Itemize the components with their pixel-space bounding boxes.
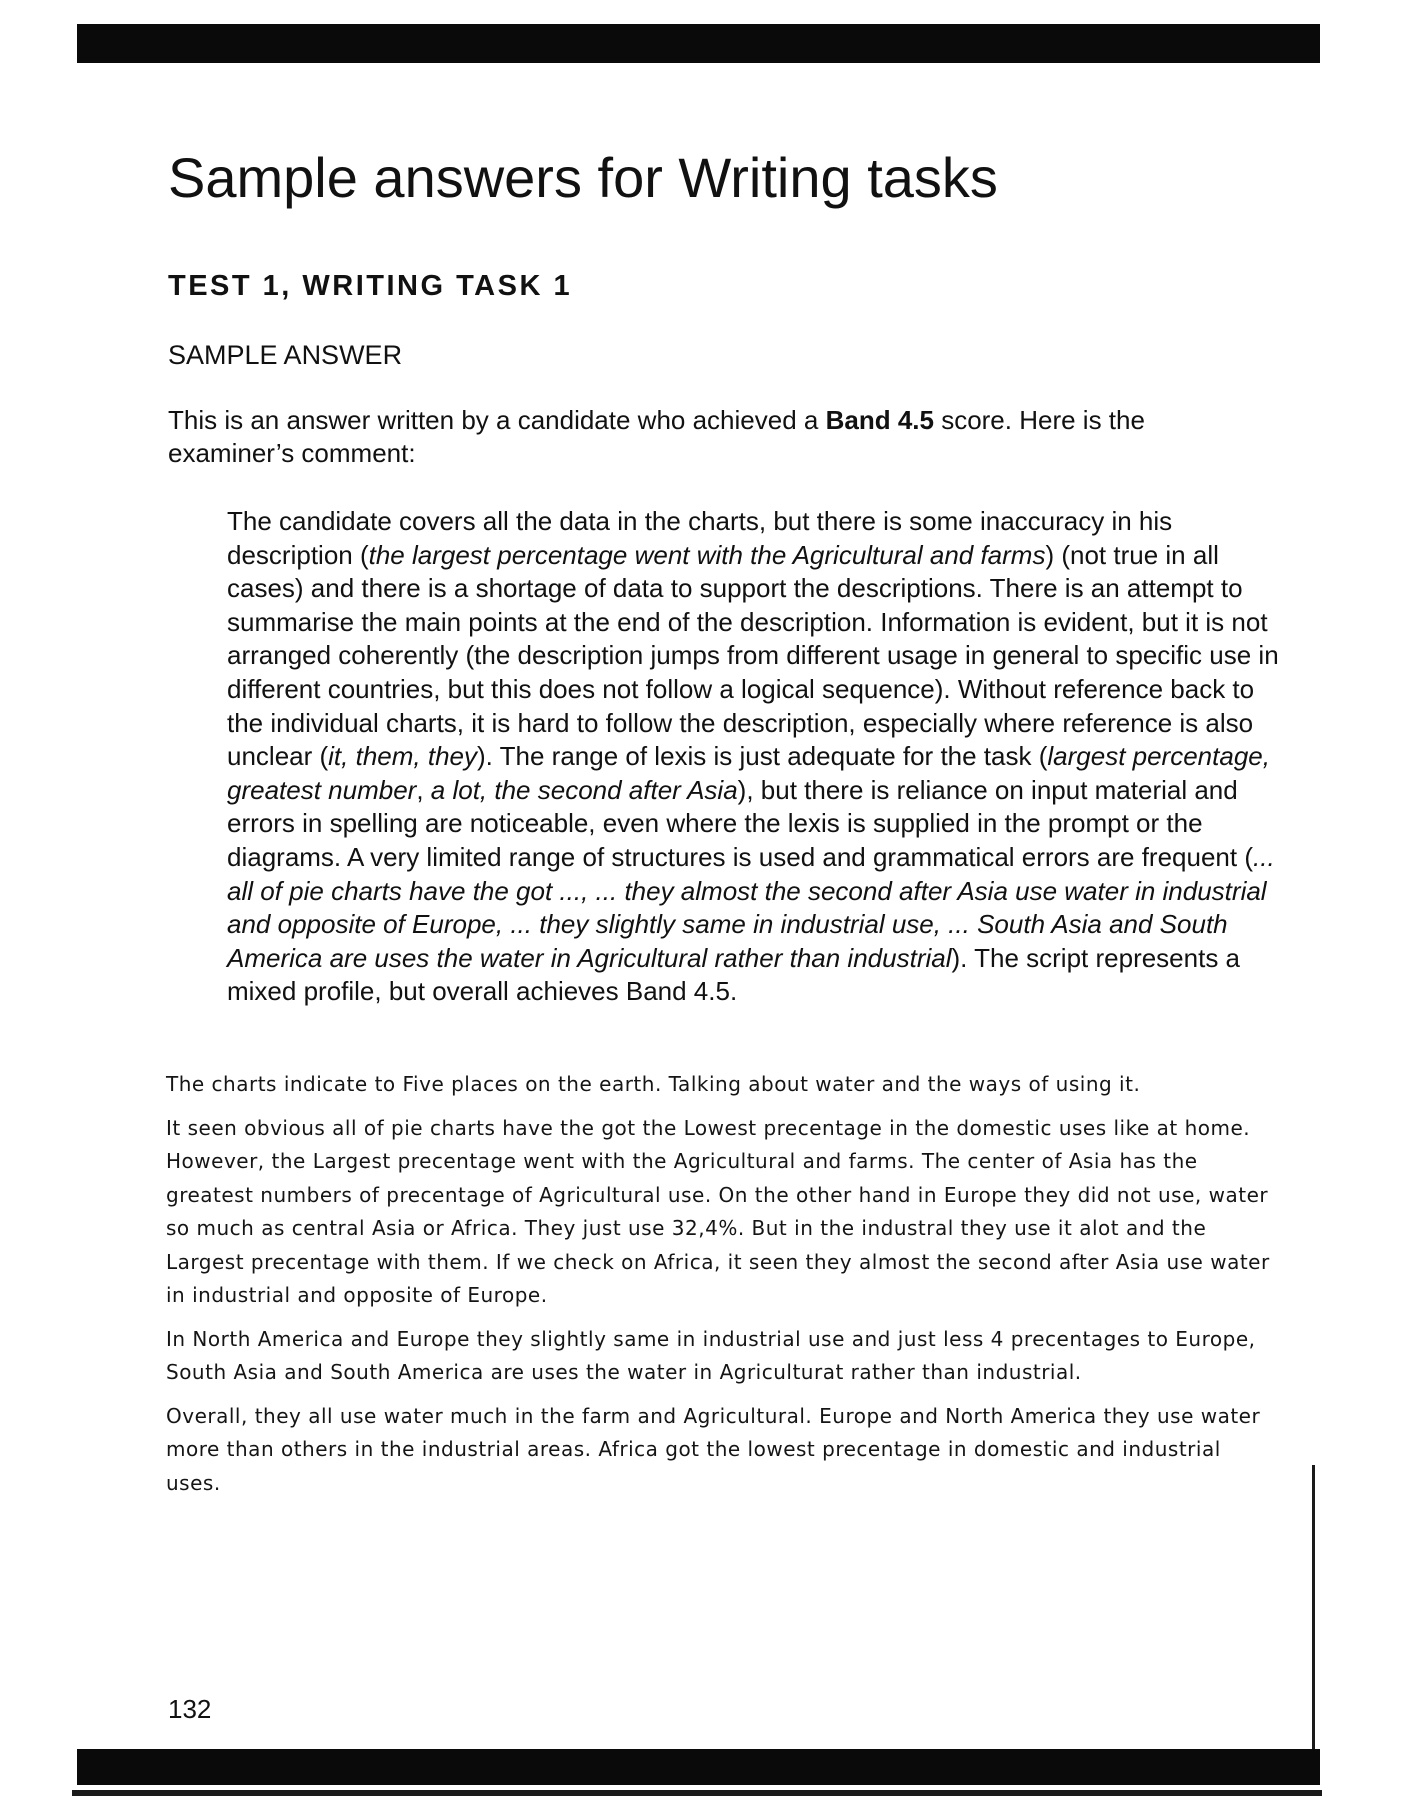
scan-edge-line bbox=[1312, 1465, 1315, 1755]
intro-paragraph: This is an answer written by a candidate who achieved a Band 4.5 score. Here is the examiner’s comment: bbox=[168, 405, 1145, 468]
handwritten-answer bbox=[166, 1068, 1276, 1510]
section-heading: TEST 1, WRITING TASK 1 bbox=[168, 270, 573, 302]
page-number: 132 bbox=[168, 1694, 212, 1724]
sample-answer-heading: SAMPLE ANSWER bbox=[168, 340, 403, 370]
bottom-border-shadow bbox=[72, 1790, 1322, 1796]
bottom-border-bar bbox=[77, 1749, 1320, 1785]
answer-paragraph: It seen obvious all of pie charts have the got the Lowest precentage in the domestic uses like at home. However, the Largest precentage went with the Agricultural and farms. The center of Asia has the greatest numbers of precentage of Agricultural use. On the other hand in Europe they did not use, water so much as central Asia or Africa. They just use 32,4%. But in the industral they use it alot and the Largest precentage with them. If we check on Africa, it seen they almost the second after Asia use water in industrial and opposite of Europe. bbox=[166, 1115, 1270, 1307]
page-title: Sample answers for Writing tasks bbox=[168, 146, 998, 209]
answer-paragraph: Overall, they all use water much in the farm and Agricultural. Europe and North America they use water more than others in the industrial areas. Africa got the lowest precentage in domestic and industrial uses. bbox=[166, 1403, 1261, 1495]
examiner-comment: The candidate covers all the data in the charts, but there is some inaccuracy in his description (the largest percentage went with the Agricultural and farms) (not true in all cases) and there is a shortage of data to support the descriptions. There is an attempt to summarise the main points at the end of the description. Information is evident, but it is not arranged coherently (the description jumps from different usage in general to specific use in different countries, but this does not follow a logical sequence). Without reference back to the individual charts, it is hard to follow the description, especially where reference is also unclear (it, them, they). The range of lexis is just adequate for the task (largest percentage, greatest number, a lot, the second after Asia), but there is reliance on input material and errors in spelling are noticeable, even where the lexis is supplied in the prompt or the diagrams. A very limited range of structures is used and grammatical errors are frequent (... all of pie charts have the got ..., ... they almost the second after Asia use water in industrial and opposite of Europe, ... they slightly same in industrial use, ... South Asia and South America are uses the water in Agricultural rather than industrial). The script represents a mixed profile, but overall achieves Band 4.5. bbox=[227, 506, 1279, 1007]
top-border-bar bbox=[77, 24, 1320, 63]
answer-paragraph: The charts indicate to Five places on the earth. Talking about water and the ways of using it. bbox=[166, 1072, 1141, 1096]
band-score: Band 4.5 bbox=[825, 405, 934, 435]
answer-paragraph: In North America and Europe they slightly same in industrial use and just less 4 precentages to Europe, South Asia and South America are uses the water in Agriculturat rather than industrial. bbox=[166, 1326, 1256, 1384]
